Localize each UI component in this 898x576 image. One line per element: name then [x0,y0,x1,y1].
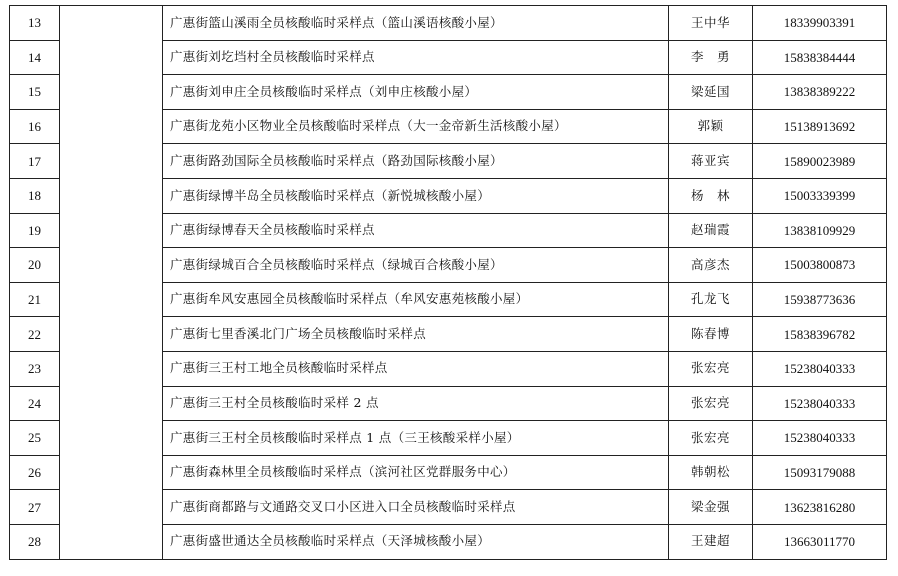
table-row [10,6,887,41]
contact-person: 李 勇 [669,40,753,75]
contact-phone: 15238040333 [753,351,887,386]
contact-phone: 15890023989 [753,144,887,179]
row-number: 27 [10,490,60,525]
table-body [10,6,887,560]
contact-phone: 13663011770 [753,524,887,559]
contact-phone: 15003800873 [753,248,887,283]
contact-person: 梁金强 [669,490,753,525]
contact-person: 张宏亮 [669,351,753,386]
row-number: 25 [10,421,60,456]
sampling-site-name: 广惠街刘申庄全员核酸临时采样点（刘申庄核酸小屋） [163,75,669,110]
row-number: 19 [10,213,60,248]
row-number: 22 [10,317,60,352]
row-number: 20 [10,248,60,283]
row-number: 21 [10,282,60,317]
sampling-site-name: 广惠街绿博半岛全员核酸临时采样点（新悦城核酸小屋） [163,178,669,213]
row-number: 18 [10,178,60,213]
contact-person: 王中华 [669,6,753,41]
contact-phone: 18339903391 [753,6,887,41]
row-number: 28 [10,524,60,559]
row-number: 16 [10,109,60,144]
contact-phone: 15238040333 [753,386,887,421]
sampling-site-name: 广惠街七里香溪北门广场全员核酸临时采样点 [163,317,669,352]
row-number: 23 [10,351,60,386]
contact-person: 陈春博 [669,317,753,352]
row-number: 14 [10,40,60,75]
contact-person: 韩朝松 [669,455,753,490]
contact-phone: 13838389222 [753,75,887,110]
contact-person: 王建超 [669,524,753,559]
contact-phone: 15938773636 [753,282,887,317]
contact-person: 张宏亮 [669,421,753,456]
contact-phone: 15838384444 [753,40,887,75]
sampling-site-name: 广惠街盛世通达全员核酸临时采样点（天泽城核酸小屋） [163,524,669,559]
contact-person: 高彦杰 [669,248,753,283]
sampling-site-name: 广惠街龙苑小区物业全员核酸临时采样点（大一金帝新生活核酸小屋） [163,109,669,144]
contact-phone: 15238040333 [753,421,887,456]
contact-phone: 15003339399 [753,178,887,213]
row-number: 13 [10,6,60,41]
contact-person: 赵瑞霞 [669,213,753,248]
row-number: 24 [10,386,60,421]
sampling-site-name: 广惠街商都路与文通路交叉口小区进入口全员核酸临时采样点 [163,490,669,525]
row-number: 26 [10,455,60,490]
sampling-site-name: 广惠街三王村工地全员核酸临时采样点 [163,351,669,386]
sampling-site-name: 广惠街路劲国际全员核酸临时采样点（路劲国际核酸小屋） [163,144,669,179]
merged-blank-cell [60,6,163,560]
sampling-site-name: 广惠街绿城百合全员核酸临时采样点（绿城百合核酸小屋） [163,248,669,283]
contact-phone: 13838109929 [753,213,887,248]
sampling-site-name: 广惠街篮山溪雨全员核酸临时采样点（篮山溪语核酸小屋） [163,6,669,41]
sampling-site-name: 广惠街三王村全员核酸临时采样 2 点 [163,386,669,421]
contact-person: 梁延国 [669,75,753,110]
contact-person: 郭颖 [669,109,753,144]
sampling-points-table [9,5,887,560]
contact-phone: 15093179088 [753,455,887,490]
contact-person: 孔龙飞 [669,282,753,317]
sampling-site-name: 广惠街森林里全员核酸临时采样点（滨河社区党群服务中心） [163,455,669,490]
sampling-site-name: 广惠街绿博春天全员核酸临时采样点 [163,213,669,248]
contact-person: 蒋亚宾 [669,144,753,179]
row-number: 17 [10,144,60,179]
sampling-site-name: 广惠街牟风安惠园全员核酸临时采样点（牟风安惠苑核酸小屋） [163,282,669,317]
sampling-site-name: 广惠街三王村全员核酸临时采样点 1 点（三王核酸采样小屋） [163,421,669,456]
contact-phone: 15138913692 [753,109,887,144]
contact-phone: 13623816280 [753,490,887,525]
contact-phone: 15838396782 [753,317,887,352]
sampling-points-table-container [9,5,886,560]
contact-person: 杨 林 [669,178,753,213]
sampling-site-name: 广惠街刘圪垱村全员核酸临时采样点 [163,40,669,75]
contact-person: 张宏亮 [669,386,753,421]
row-number: 15 [10,75,60,110]
